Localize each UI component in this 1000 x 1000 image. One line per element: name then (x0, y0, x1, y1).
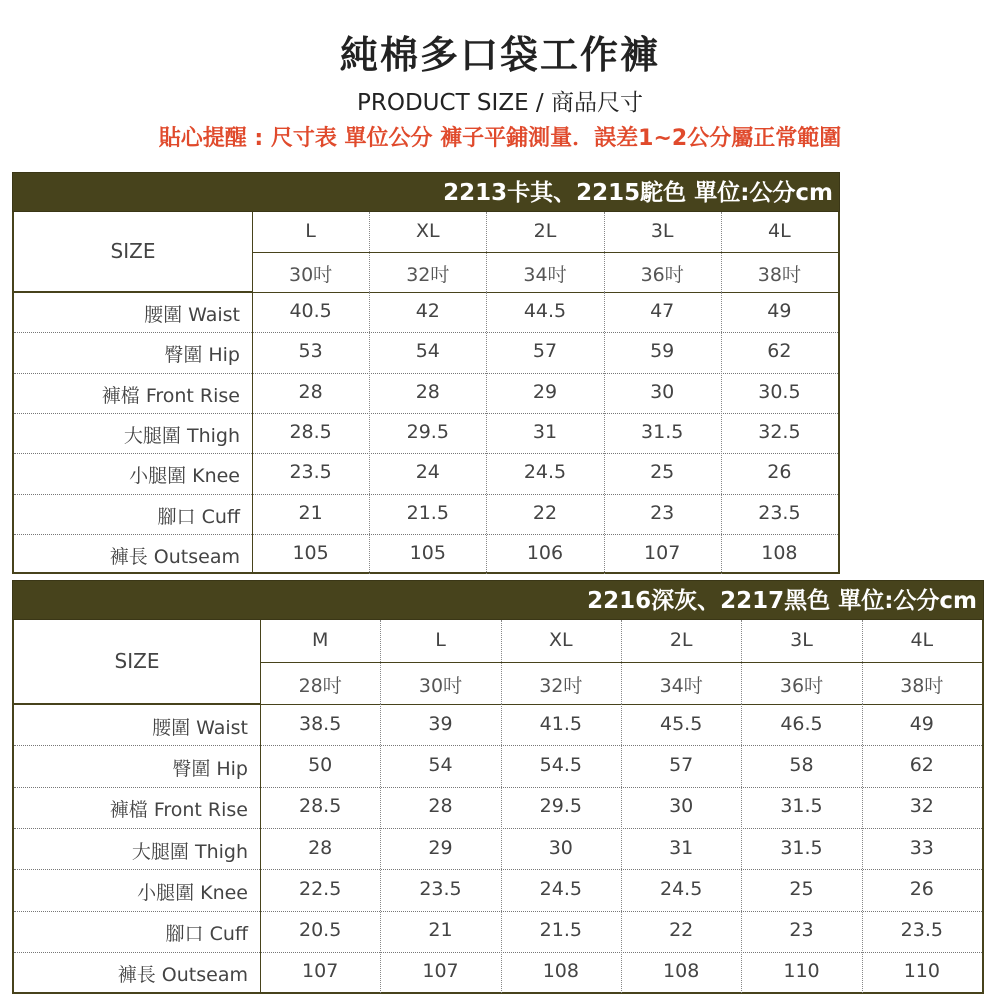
column-divider (380, 620, 381, 704)
column-divider (741, 620, 742, 704)
table-cell: 108 (663, 960, 700, 983)
table-cell: 24 (415, 461, 440, 484)
table-cell: 20.5 (299, 919, 342, 942)
table-cell: 62 (767, 340, 792, 363)
table-title: 2213卡其、2215駝色 單位:公分cm (443, 180, 833, 206)
table-cell: 53 (298, 340, 323, 363)
row-label: 小腿圍 Knee (137, 881, 248, 904)
table-body (12, 212, 840, 574)
table-cell: 41.5 (539, 712, 582, 735)
table-body (12, 620, 984, 994)
table-cell: 49 (767, 300, 792, 323)
table-cell: 25 (650, 461, 675, 484)
size-cell: 3L (790, 629, 813, 651)
table-header-bar (12, 172, 840, 212)
table-cell: 21.5 (539, 919, 582, 942)
table-cell: 29 (532, 380, 558, 403)
inch-cell: 38吋 (757, 264, 801, 286)
table-cell: 31.5 (780, 836, 823, 859)
column-divider (721, 212, 722, 292)
table-cell: 22 (532, 501, 558, 524)
row-divider (14, 952, 982, 953)
header-row-divider (252, 252, 838, 253)
table-cell: 44.5 (523, 300, 567, 323)
table-cell: 29.5 (406, 421, 449, 444)
inch-cell: 32吋 (406, 264, 450, 286)
table-cell: 28.5 (289, 421, 332, 444)
size-cell: XL (415, 220, 440, 242)
column-divider (621, 704, 622, 993)
size-cell: L (435, 629, 446, 651)
row-divider (14, 869, 982, 870)
row-divider (14, 413, 838, 414)
row-divider (14, 453, 838, 454)
table-cell: 21 (298, 501, 323, 524)
column-divider (260, 704, 261, 993)
column-divider (604, 212, 605, 292)
inch-cell: 36吋 (640, 264, 684, 286)
table-cell: 108 (761, 541, 798, 564)
table-cell: 38.5 (299, 712, 342, 735)
table-cell: 45.5 (660, 712, 703, 735)
table-cell: 47 (650, 300, 675, 323)
row-label: 褲檔 Front Rise (109, 799, 248, 822)
table-cell: 29 (428, 836, 453, 859)
table-cell: 33 (909, 836, 934, 859)
page-subtitle: PRODUCT SIZE / 商品尺寸 (357, 90, 643, 116)
row-label: 腳口 Cuff (157, 505, 240, 528)
table-cell: 40.5 (289, 300, 332, 323)
table-cell: 31 (669, 836, 694, 859)
table-cell: 31.5 (641, 421, 684, 444)
size-label: SIZE (114, 649, 160, 673)
size-cell: XL (549, 629, 573, 651)
table-cell: 108 (542, 960, 579, 983)
table-cell: 23.5 (419, 877, 462, 900)
table-cell: 24.5 (539, 877, 582, 900)
table-header-bar (12, 580, 984, 620)
header-row-divider (14, 704, 982, 705)
table-cell: 59 (650, 340, 675, 363)
table-cell: 110 (903, 960, 940, 983)
table-cell: 23.5 (758, 501, 801, 524)
table-cell: 107 (422, 960, 459, 983)
column-divider (486, 292, 487, 574)
size-cell: 3L (650, 220, 674, 242)
column-divider (380, 704, 381, 993)
size-header-area (14, 620, 260, 704)
table-cell: 30.5 (758, 380, 801, 403)
table-cell: 54 (415, 340, 440, 363)
table-cell: 28 (308, 836, 333, 859)
size-table-2 (12, 580, 984, 994)
table-cell: 58 (789, 753, 814, 776)
table-cell: 32.5 (758, 421, 801, 444)
row-label: 臀圍 Hip (164, 344, 240, 367)
inch-cell: 36吋 (779, 675, 824, 697)
table-cell: 29.5 (539, 795, 582, 818)
table-cell: 31.5 (780, 795, 823, 818)
size-cell: M (311, 629, 329, 651)
table-cell: 54 (428, 753, 453, 776)
row-divider (14, 373, 838, 374)
table-cell: 46.5 (780, 712, 823, 735)
table-cell: 25 (789, 877, 814, 900)
size-cell: 2L (533, 220, 557, 242)
table-cell: 24.5 (660, 877, 703, 900)
row-label: 褲檔 Front Rise (101, 384, 240, 407)
inch-cell: 30吋 (418, 675, 463, 697)
table-cell: 28 (428, 795, 453, 818)
table-cell: 62 (909, 753, 934, 776)
row-divider (14, 911, 982, 912)
row-divider (14, 787, 982, 788)
table-cell: 57 (669, 753, 694, 776)
row-label: 褲長 Outseam (117, 964, 248, 987)
table-title: 2216深灰、2217黑色 單位:公分cm (587, 588, 977, 614)
table-cell: 42 (415, 300, 440, 323)
row-label: 小腿圍 Knee (129, 465, 240, 488)
table-cell: 54.5 (539, 753, 582, 776)
size-header-area (14, 212, 252, 292)
column-divider (604, 292, 605, 574)
column-divider (486, 212, 487, 292)
inch-cell: 30吋 (289, 264, 333, 286)
table-cell: 105 (292, 541, 329, 564)
page-title: 純棉多口袋工作褲 (339, 33, 660, 77)
size-cell: 4L (910, 629, 934, 651)
row-label: 腰圍 Waist (152, 716, 248, 739)
table-cell: 31 (532, 421, 558, 444)
row-divider (14, 494, 838, 495)
table-cell: 32 (909, 795, 934, 818)
table-cell: 22 (669, 919, 694, 942)
inch-cell: 28吋 (298, 675, 342, 697)
table-cell: 23.5 (900, 919, 943, 942)
table-cell: 105 (409, 541, 446, 564)
inch-cell: 38吋 (900, 675, 944, 697)
table-cell: 39 (428, 712, 453, 735)
column-divider (501, 704, 502, 993)
column-divider (741, 704, 742, 993)
table-cell: 30 (548, 836, 573, 859)
table-cell: 28 (415, 380, 440, 403)
row-divider (14, 534, 838, 535)
table-cell: 107 (644, 541, 681, 564)
row-label: 腰圍 Waist (144, 304, 240, 327)
table-cell: 23 (789, 919, 814, 942)
table-cell: 110 (783, 960, 820, 983)
row-label: 褲長 Outseam (109, 545, 240, 568)
table-cell: 21.5 (406, 501, 449, 524)
table-cell: 107 (302, 960, 339, 983)
column-divider (501, 620, 502, 704)
table-cell: 57 (532, 340, 558, 363)
row-divider (14, 745, 982, 746)
column-divider (862, 704, 863, 993)
size-notice: 貼心提醒 : 尺寸表 單位公分 褲子平鋪測量．誤差1~2公分屬正常範圍 (158, 126, 842, 151)
size-cell: L (305, 220, 316, 242)
column-divider (862, 620, 863, 704)
table-cell: 26 (909, 877, 934, 900)
table-cell: 28.5 (299, 795, 342, 818)
header-row-divider (14, 292, 838, 293)
row-divider (14, 828, 982, 829)
table-cell: 30 (650, 380, 675, 403)
column-divider (369, 292, 370, 574)
size-label: SIZE (110, 239, 156, 263)
size-table-1 (12, 172, 840, 574)
table-cell: 30 (669, 795, 694, 818)
table-cell: 23 (650, 501, 675, 524)
row-label: 臀圍 Hip (172, 757, 248, 780)
table-cell: 50 (308, 753, 333, 776)
table-cell: 106 (526, 541, 564, 564)
row-label: 大腿圍 Thigh (131, 840, 248, 863)
table-cell: 21 (428, 919, 453, 942)
table-cell: 24.5 (523, 461, 567, 484)
row-divider (14, 332, 838, 333)
column-divider (252, 292, 253, 574)
table-cell: 23.5 (289, 461, 332, 484)
row-label: 大腿圍 Thigh (123, 425, 240, 448)
column-divider (721, 292, 722, 574)
table-cell: 28 (298, 380, 323, 403)
inch-cell: 34吋 (523, 264, 567, 286)
inch-cell: 34吋 (659, 675, 703, 697)
size-cell: 2L (669, 629, 693, 651)
row-label: 腳口 Cuff (165, 923, 248, 946)
column-divider (369, 212, 370, 292)
inch-cell: 32吋 (539, 675, 583, 697)
size-cell: 4L (768, 220, 791, 242)
column-divider (621, 620, 622, 704)
table-cell: 26 (767, 461, 792, 484)
table-cell: 22.5 (299, 877, 342, 900)
table-cell: 49 (909, 712, 934, 735)
